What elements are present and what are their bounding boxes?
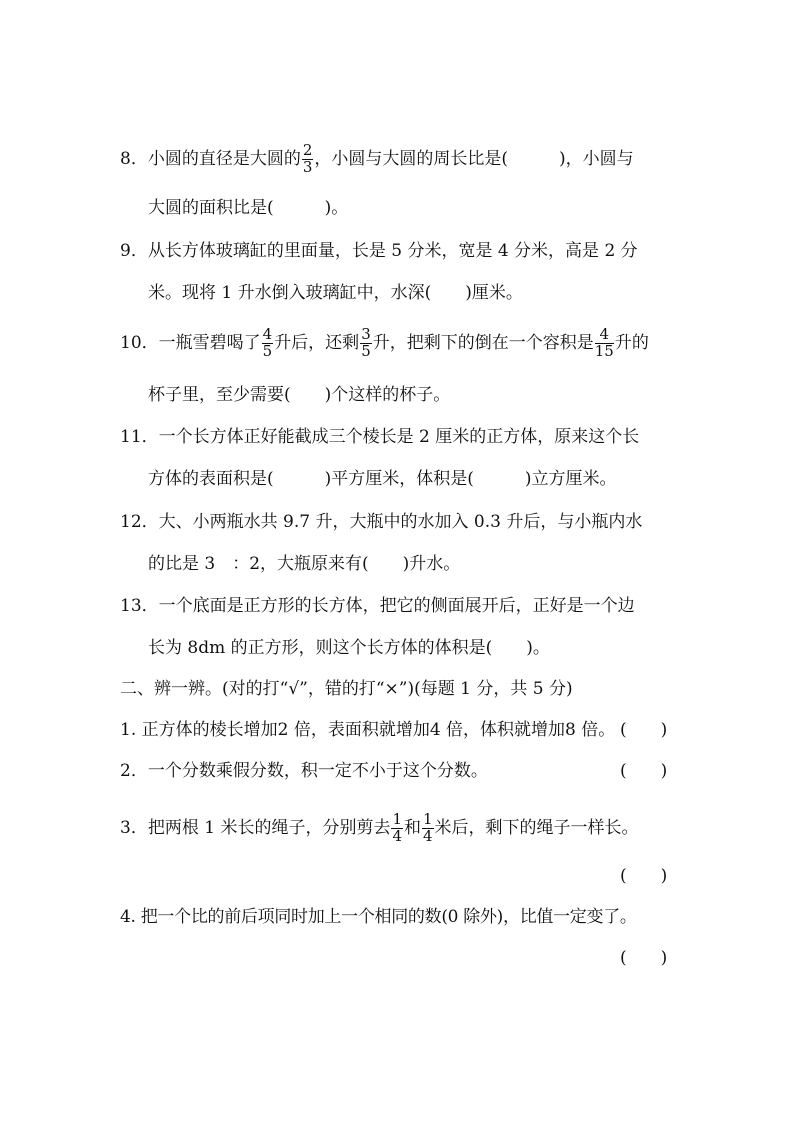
question-8-text-pre: 8．小圆的直径是大圆的 <box>120 148 301 169</box>
judge-question-3-text-1: 3．把两根 1 米长的绳子，分别剪去 <box>120 817 391 838</box>
section-2-heading: 二、辨一辨。(对的打“√”，错的打“×”)(每题 1 分，共 5 分) <box>120 679 573 699</box>
fraction-numerator: 1 <box>423 810 433 828</box>
judge-question-3-answer-blank[interactable]: ( ) <box>620 866 668 886</box>
fraction-3-5 <box>360 327 372 360</box>
fraction-numerator: 4 <box>262 325 273 343</box>
question-10-line-2: 杯子里，至少需要( )个这样的杯子。 <box>148 385 451 405</box>
judge-question-3-text-3: 米后，剩下的绳子一样长。 <box>434 817 639 838</box>
question-12-line-2: 的比是 3 ：2，大瓶原来有( )升水。 <box>148 554 461 574</box>
fraction-denominator: 15 <box>594 341 614 360</box>
judge-question-2-answer-blank[interactable]: ( ) <box>620 761 668 781</box>
fraction-4-5 <box>262 327 274 360</box>
fraction-denominator: 3 <box>302 157 313 176</box>
judge-question-1: 1. 正方体的棱长增加2 倍，表面积就增加4 倍，体积就增加8 倍。 <box>120 720 616 740</box>
fraction-1-4 <box>391 812 403 845</box>
question-9-line-1: 9．从长方体玻璃缸的里面量，长是 5 分米，宽是 4 分米，高是 2 分 <box>120 241 638 261</box>
question-11-line-1: 11．一个长方体正好能截成三个棱长是 2 厘米的正方体，原来这个长 <box>120 427 640 447</box>
judge-question-1-answer-blank[interactable]: ( ) <box>620 720 668 740</box>
judge-question-4: 4. 把一个比的前后项同时加上一个相同的数(0 除外)，比值一定变了。 <box>120 907 637 927</box>
fraction-numerator: 3 <box>361 325 371 343</box>
fraction-numerator: 1 <box>392 810 402 828</box>
fraction-4-15 <box>595 327 614 360</box>
question-10-text-3: 升，把剩下的倒在一个容积是 <box>372 332 594 353</box>
question-13-line-2: 长为 8dm 的正方形，则这个长方体的体积是( )。 <box>148 638 550 658</box>
question-8-text-post: ，小圆与大圆的周长比是( )，小圆与 <box>314 148 634 169</box>
judge-question-3-text-2: 和 <box>404 817 421 838</box>
question-9-line-2: 米。现将 1 升水倒入玻璃缸中，水深( )厘米。 <box>148 283 523 303</box>
judge-question-3 <box>120 812 639 845</box>
question-8-line-2: 大圆的面积比是( )。 <box>148 198 349 218</box>
question-10-text-2: 升后，还剩 <box>274 332 360 353</box>
question-13-line-1: 13．一个底面是正方形的长方体，把它的侧面展开后，正好是一个边 <box>120 596 635 616</box>
question-8-line-1 <box>120 143 634 176</box>
fraction-denominator: 4 <box>423 826 433 845</box>
question-11-line-2: 方体的表面积是( )平方厘米，体积是( )立方厘米。 <box>148 469 617 489</box>
fraction-denominator: 5 <box>262 341 273 360</box>
question-12-line-1: 12．大、小两瓶水共 9.7 升，大瓶中的水加入 0.3 升后，与小瓶内水 <box>120 512 643 532</box>
question-10-line-1 <box>120 327 649 360</box>
judge-question-4-answer-blank[interactable]: ( ) <box>620 948 668 968</box>
fraction-1-4 <box>422 812 434 845</box>
question-10-text-1: 10．一瓶雪碧喝了 <box>120 332 261 353</box>
fraction-denominator: 4 <box>392 826 402 845</box>
fraction-numerator: 4 <box>595 327 614 344</box>
question-10-text-4: 升的 <box>614 332 649 353</box>
fraction-2-3 <box>302 143 314 176</box>
fraction-numerator: 2 <box>302 141 313 159</box>
judge-question-2: 2．一个分数乘假分数，积一定不小于这个分数。 <box>120 761 488 781</box>
fraction-denominator: 5 <box>361 341 371 360</box>
